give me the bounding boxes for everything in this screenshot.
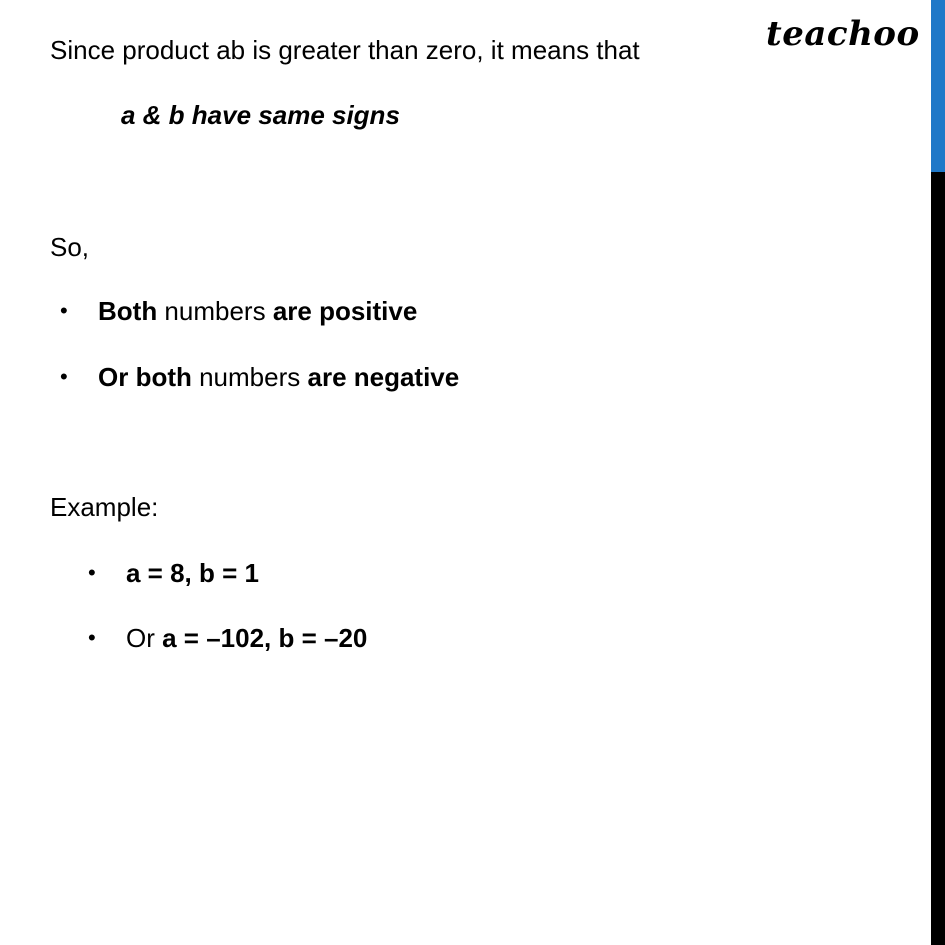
example-negative: [88, 622, 368, 654]
bullet-icon: •: [60, 364, 68, 389]
so-label: So,: [50, 232, 90, 262]
example-label: Example:: [50, 492, 159, 522]
same-signs-statement: a & b have same signs: [121, 100, 400, 130]
sidebar-accent: [931, 0, 945, 172]
teachoo-logo: teachoo: [766, 14, 920, 54]
example-positive: [88, 557, 259, 589]
case-text: numbers: [191, 362, 308, 392]
case-result: are positive: [272, 296, 418, 326]
case-text: numbers: [157, 296, 273, 326]
example-value: a = 8, b = 1: [126, 558, 259, 588]
case-keyword: Both: [98, 296, 158, 326]
intro-text: Since product ab is greater than zero, it means that: [50, 35, 640, 65]
case-result: are negative: [307, 362, 460, 392]
right-sidebar: [931, 0, 945, 945]
case-both-negative: [60, 361, 460, 393]
bullet-icon: •: [88, 560, 96, 585]
example-prefix: Or: [126, 623, 163, 653]
case-keyword: Or both: [98, 362, 192, 392]
bullet-icon: •: [88, 625, 96, 650]
example-value: a = –102, b = –20: [162, 623, 368, 653]
case-both-positive: [60, 295, 418, 327]
bullet-icon: •: [60, 298, 68, 323]
